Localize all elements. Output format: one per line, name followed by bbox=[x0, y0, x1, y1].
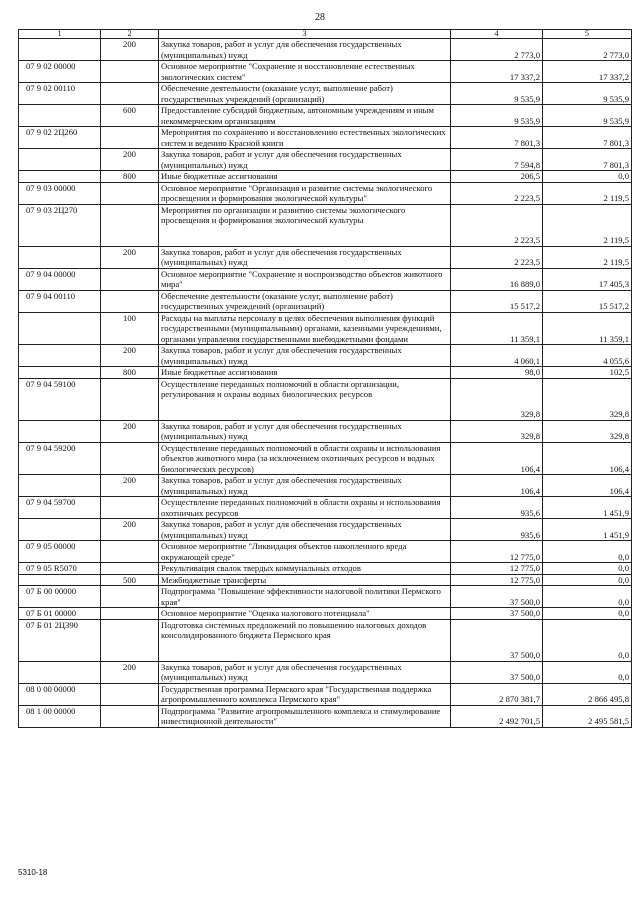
row-amount-year1: 206,5 bbox=[451, 171, 543, 183]
table-row bbox=[19, 586, 632, 608]
table-row bbox=[19, 497, 632, 519]
row-amount-year2: 9 535,9 bbox=[543, 83, 632, 105]
row-code: 07 9 04 59100 bbox=[19, 378, 101, 420]
row-name: Обеспечение деятельности (оказание услуг, выполнение работ) государственных учреждений (организаций) bbox=[159, 83, 451, 105]
row-amount-year1: 2 773,0 bbox=[451, 39, 543, 61]
table-row bbox=[19, 541, 632, 563]
row-amount-year1: 15 517,2 bbox=[451, 290, 543, 312]
row-expense-type bbox=[101, 683, 159, 705]
row-name: Закупка товаров, работ и услуг для обеспечения государственных (муниципальных) нужд bbox=[159, 149, 451, 171]
row-code bbox=[19, 475, 101, 497]
document-code: 5310-18 bbox=[18, 868, 48, 877]
table-row bbox=[19, 39, 632, 61]
row-code bbox=[19, 39, 101, 61]
table-row bbox=[19, 105, 632, 127]
row-code: 07 9 03 00000 bbox=[19, 182, 101, 204]
row-code bbox=[19, 661, 101, 683]
row-amount-year2: 2 119,5 bbox=[543, 246, 632, 268]
row-expense-type: 200 bbox=[101, 345, 159, 367]
row-name: Основное мероприятие "Сохранение и восстановление естественных экологических систем" bbox=[159, 61, 451, 83]
row-name: Закупка товаров, работ и услуг для обеспечения государственных (муниципальных) нужд bbox=[159, 661, 451, 683]
row-name: Обеспечение деятельности (оказание услуг, выполнение работ) государственных учреждений (организаций) bbox=[159, 290, 451, 312]
row-code: 07 9 05 R5070 bbox=[19, 563, 101, 575]
row-amount-year2: 2 119,5 bbox=[543, 182, 632, 204]
row-name: Расходы на выплаты персоналу в целях обеспечения выполнения функций государственными (муниципальными) органами, казенными учреждениями, органами управления государственными внебюджетными фондами bbox=[159, 312, 451, 345]
row-code bbox=[19, 149, 101, 171]
row-name: Осуществление переданных полномочий в области охраны и использования объектов животного мира (за исключением охотничьих ресурсов и водных биологических ресурсов) bbox=[159, 442, 451, 475]
table-row bbox=[19, 345, 632, 367]
row-amount-year2: 2 495 581,5 bbox=[543, 705, 632, 727]
table-row bbox=[19, 182, 632, 204]
row-amount-year2: 0,0 bbox=[543, 574, 632, 586]
row-name: Закупка товаров, работ и услуг для обеспечения государственных (муниципальных) нужд bbox=[159, 420, 451, 442]
row-code bbox=[19, 105, 101, 127]
row-amount-year1: 37 500,0 bbox=[451, 661, 543, 683]
row-code bbox=[19, 420, 101, 442]
row-amount-year2: 2 773,0 bbox=[543, 39, 632, 61]
row-expense-type: 500 bbox=[101, 574, 159, 586]
row-amount-year2: 329,8 bbox=[543, 420, 632, 442]
row-expense-type bbox=[101, 619, 159, 661]
row-code: 07 9 03 2Ц270 bbox=[19, 204, 101, 246]
row-name: Предоставление субсидий бюджетным, автономным учреждениям и иным некоммерческим организациям bbox=[159, 105, 451, 127]
row-name: Осуществление переданных полномочий в области организации, регулирования и охраны водных биологических ресурсов bbox=[159, 378, 451, 420]
row-amount-year2: 17 405,3 bbox=[543, 268, 632, 290]
table-row bbox=[19, 475, 632, 497]
row-name: Рекультивация свалок твердых коммунальных отходов bbox=[159, 563, 451, 575]
column-header: 3 bbox=[159, 30, 451, 39]
row-expense-type bbox=[101, 586, 159, 608]
table-row bbox=[19, 290, 632, 312]
row-name: Подготовка системных предложений по повышению налоговых доходов консолидированного бюджета Пермского края bbox=[159, 619, 451, 661]
row-name: Иные бюджетные ассигнования bbox=[159, 367, 451, 379]
row-amount-year1: 106,4 bbox=[451, 442, 543, 475]
row-name: Межбюджетные трансферты bbox=[159, 574, 451, 586]
row-expense-type bbox=[101, 204, 159, 246]
row-amount-year2: 0,0 bbox=[543, 661, 632, 683]
column-header: 4 bbox=[451, 30, 543, 39]
row-name: Мероприятия по сохранению и восстановлению естественных экологических систем и ведению Красной книги bbox=[159, 127, 451, 149]
column-header: 5 bbox=[543, 30, 632, 39]
table-row bbox=[19, 268, 632, 290]
row-amount-year2: 106,4 bbox=[543, 442, 632, 475]
row-expense-type: 200 bbox=[101, 39, 159, 61]
table-row bbox=[19, 246, 632, 268]
row-amount-year1: 16 889,0 bbox=[451, 268, 543, 290]
table-row bbox=[19, 149, 632, 171]
row-amount-year1: 37 500,0 bbox=[451, 608, 543, 620]
table-row bbox=[19, 367, 632, 379]
column-header: 1 bbox=[19, 30, 101, 39]
row-name: Закупка товаров, работ и услуг для обеспечения государственных (муниципальных) нужд bbox=[159, 345, 451, 367]
row-amount-year1: 37 500,0 bbox=[451, 619, 543, 661]
row-amount-year1: 2 223,5 bbox=[451, 204, 543, 246]
row-expense-type bbox=[101, 705, 159, 727]
row-expense-type bbox=[101, 182, 159, 204]
row-expense-type: 200 bbox=[101, 519, 159, 541]
budget-table bbox=[18, 29, 632, 728]
row-amount-year2: 0,0 bbox=[543, 586, 632, 608]
row-amount-year1: 12 775,0 bbox=[451, 541, 543, 563]
table-row bbox=[19, 61, 632, 83]
row-amount-year1: 4 060,1 bbox=[451, 345, 543, 367]
row-amount-year1: 37 500,0 bbox=[451, 586, 543, 608]
row-code bbox=[19, 519, 101, 541]
row-amount-year2: 0,0 bbox=[543, 541, 632, 563]
row-amount-year2: 17 337,2 bbox=[543, 61, 632, 83]
table-row bbox=[19, 619, 632, 661]
row-amount-year1: 2 223,5 bbox=[451, 182, 543, 204]
row-amount-year1: 12 775,0 bbox=[451, 574, 543, 586]
row-amount-year2: 102,5 bbox=[543, 367, 632, 379]
row-expense-type bbox=[101, 268, 159, 290]
row-expense-type: 600 bbox=[101, 105, 159, 127]
table-row bbox=[19, 204, 632, 246]
row-amount-year2: 106,4 bbox=[543, 475, 632, 497]
row-name: Основное мероприятие "Ликвидация объектов накопленного вреда окружающей среде" bbox=[159, 541, 451, 563]
table-row bbox=[19, 608, 632, 620]
row-code bbox=[19, 345, 101, 367]
row-amount-year1: 9 535,9 bbox=[451, 83, 543, 105]
row-amount-year1: 98,0 bbox=[451, 367, 543, 379]
row-amount-year2: 0,0 bbox=[543, 563, 632, 575]
row-amount-year1: 935,6 bbox=[451, 497, 543, 519]
row-amount-year1: 7 801,3 bbox=[451, 127, 543, 149]
row-name: Закупка товаров, работ и услуг для обеспечения государственных (муниципальных) нужд bbox=[159, 519, 451, 541]
header-row bbox=[19, 30, 632, 39]
row-name: Мероприятия по организации и развитию системы экологического просвещения и формирования экологической культуры bbox=[159, 204, 451, 246]
row-code: 07 9 04 00110 bbox=[19, 290, 101, 312]
row-amount-year2: 7 801,3 bbox=[543, 149, 632, 171]
row-amount-year1: 2 223,5 bbox=[451, 246, 543, 268]
row-amount-year1: 2 870 381,7 bbox=[451, 683, 543, 705]
row-amount-year1: 17 337,2 bbox=[451, 61, 543, 83]
row-code: 07 9 05 00000 bbox=[19, 541, 101, 563]
row-code: 07 Б 01 00000 bbox=[19, 608, 101, 620]
row-name: Основное мероприятие "Организация и развитие системы экологического просвещения и формирования экологической культуры" bbox=[159, 182, 451, 204]
row-code: 07 9 04 59700 bbox=[19, 497, 101, 519]
page-number: 28 bbox=[315, 12, 325, 23]
row-amount-year1: 106,4 bbox=[451, 475, 543, 497]
row-code bbox=[19, 246, 101, 268]
table-row bbox=[19, 519, 632, 541]
row-code: 07 Б 00 00000 bbox=[19, 586, 101, 608]
row-expense-type bbox=[101, 83, 159, 105]
row-expense-type bbox=[101, 442, 159, 475]
row-amount-year2: 2 866 495,8 bbox=[543, 683, 632, 705]
row-amount-year2: 329,8 bbox=[543, 378, 632, 420]
row-code: 07 9 04 59200 bbox=[19, 442, 101, 475]
row-expense-type: 200 bbox=[101, 420, 159, 442]
row-expense-type bbox=[101, 290, 159, 312]
row-amount-year2: 1 451,9 bbox=[543, 519, 632, 541]
row-code bbox=[19, 574, 101, 586]
row-expense-type bbox=[101, 563, 159, 575]
row-code bbox=[19, 171, 101, 183]
row-expense-type bbox=[101, 61, 159, 83]
table-row bbox=[19, 574, 632, 586]
row-code: 07 9 02 00110 bbox=[19, 83, 101, 105]
row-amount-year1: 2 492 701,5 bbox=[451, 705, 543, 727]
row-amount-year2: 4 055,6 bbox=[543, 345, 632, 367]
row-amount-year2: 9 535,9 bbox=[543, 105, 632, 127]
row-expense-type bbox=[101, 127, 159, 149]
row-expense-type: 100 bbox=[101, 312, 159, 345]
row-name: Осуществление переданных полномочий в области охраны и использования охотничьих ресурсов bbox=[159, 497, 451, 519]
row-expense-type bbox=[101, 378, 159, 420]
table-row bbox=[19, 420, 632, 442]
row-name: Закупка товаров, работ и услуг для обеспечения государственных (муниципальных) нужд bbox=[159, 246, 451, 268]
row-code bbox=[19, 367, 101, 379]
row-amount-year2: 0,0 bbox=[543, 619, 632, 661]
row-expense-type: 200 bbox=[101, 149, 159, 171]
row-expense-type bbox=[101, 608, 159, 620]
table-row bbox=[19, 683, 632, 705]
row-name: Иные бюджетные ассигнования bbox=[159, 171, 451, 183]
row-code: 07 9 02 00000 bbox=[19, 61, 101, 83]
row-amount-year2: 0,0 bbox=[543, 608, 632, 620]
column-header: 2 bbox=[101, 30, 159, 39]
row-name: Основное мероприятие "Оценка налогового потенциала" bbox=[159, 608, 451, 620]
row-amount-year1: 329,8 bbox=[451, 378, 543, 420]
row-code: 07 9 02 2Ц260 bbox=[19, 127, 101, 149]
row-code: 07 9 04 00000 bbox=[19, 268, 101, 290]
table-row bbox=[19, 312, 632, 345]
row-code: 08 0 00 00000 bbox=[19, 683, 101, 705]
row-amount-year1: 935,6 bbox=[451, 519, 543, 541]
table-row bbox=[19, 705, 632, 727]
row-expense-type: 200 bbox=[101, 246, 159, 268]
row-code bbox=[19, 312, 101, 345]
row-expense-type: 800 bbox=[101, 171, 159, 183]
table-row bbox=[19, 442, 632, 475]
row-name: Подпрограмма "Развитие агропромышленного комплекса и стимулирование инвестиционной деятельности" bbox=[159, 705, 451, 727]
row-amount-year2: 7 801,3 bbox=[543, 127, 632, 149]
row-name: Закупка товаров, работ и услуг для обеспечения государственных (муниципальных) нужд bbox=[159, 39, 451, 61]
row-name: Закупка товаров, работ и услуг для обеспечения государственных (муниципальных) нужд bbox=[159, 475, 451, 497]
row-name: Основное мероприятие "Сохранение и воспроизводство объектов животного мира" bbox=[159, 268, 451, 290]
table-row bbox=[19, 127, 632, 149]
row-code: 08 1 00 00000 bbox=[19, 705, 101, 727]
row-expense-type bbox=[101, 497, 159, 519]
table-body bbox=[19, 39, 632, 728]
table-row bbox=[19, 563, 632, 575]
row-amount-year1: 329,8 bbox=[451, 420, 543, 442]
row-name: Государственная программа Пермского края "Государственная поддержка агропромышленного комплекса Пермского края" bbox=[159, 683, 451, 705]
row-amount-year1: 11 359,1 bbox=[451, 312, 543, 345]
table-row bbox=[19, 171, 632, 183]
table-row bbox=[19, 83, 632, 105]
row-amount-year1: 12 775,0 bbox=[451, 563, 543, 575]
row-amount-year2: 2 119,5 bbox=[543, 204, 632, 246]
row-expense-type bbox=[101, 541, 159, 563]
row-amount-year2: 1 451,9 bbox=[543, 497, 632, 519]
row-name: Подпрограмма "Повышение эффективности налоговой политики Пермского края" bbox=[159, 586, 451, 608]
row-amount-year1: 9 535,9 bbox=[451, 105, 543, 127]
row-code: 07 Б 01 2Ц390 bbox=[19, 619, 101, 661]
row-expense-type: 200 bbox=[101, 661, 159, 683]
row-amount-year2: 15 517,2 bbox=[543, 290, 632, 312]
table-row bbox=[19, 378, 632, 420]
table-row bbox=[19, 661, 632, 683]
row-amount-year1: 7 594,8 bbox=[451, 149, 543, 171]
row-expense-type: 200 bbox=[101, 475, 159, 497]
row-amount-year2: 11 359,1 bbox=[543, 312, 632, 345]
row-expense-type: 800 bbox=[101, 367, 159, 379]
row-amount-year2: 0,0 bbox=[543, 171, 632, 183]
